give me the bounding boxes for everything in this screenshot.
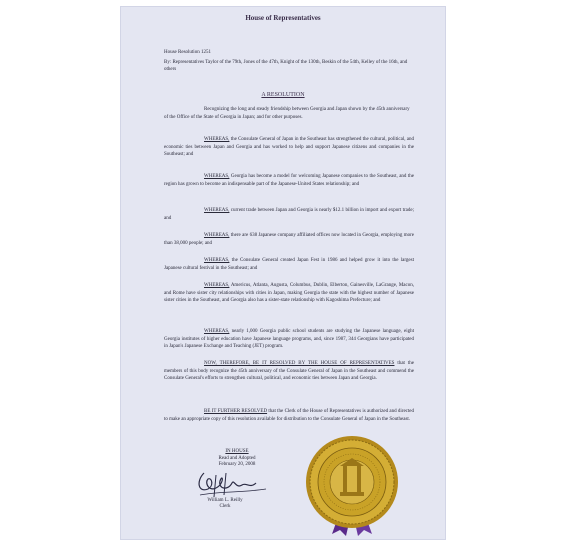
paragraph-lead: WHEREAS, [204, 208, 230, 213]
clerk-signature [190, 469, 270, 501]
signer-name: William L. Reilly [207, 498, 243, 503]
in-house-label: IN HOUSE [225, 449, 249, 454]
whereas-paragraph [164, 207, 414, 222]
paragraph-text: nearly 1,000 Georgia public school students are studying the Japanese language, eight Georgia institutes of higher education have Japanese language programs, and, since 1987, 344 Georgians have participated in Japan's Japanese Exchange and Teaching (JET) program. [164, 329, 414, 350]
resolution-number: House Resolution 1251 [164, 50, 211, 55]
adoption-block [202, 449, 272, 469]
paragraph-text: that the Clerk of the House of Representatives is authorized and directed to make an appropriate copy of this resolution available for distribution to the Consulate General of Japan in the Southeast. [164, 409, 415, 422]
paragraph-text: that the members of this body recognize the 45th anniversary of the Consulate General of Japan in the Southeast and commend the Consulate General's efforts to strengthen cultural, political, and economic ties between Japan and Georgia. [164, 361, 415, 382]
paragraph-text: there are 638 Japanese company affiliated offices now located in Georgia, employing more than 38,000 people; and [164, 233, 414, 246]
adoption-date: February 20, 2008 [218, 462, 256, 468]
document-header: House of Representatives [245, 14, 321, 22]
whereas-paragraph [164, 328, 414, 351]
whereas-paragraph [164, 282, 414, 305]
signer-block [190, 498, 260, 511]
paragraph-lead: WHEREAS, [204, 174, 230, 179]
resolved-paragraph [164, 360, 414, 383]
paragraph-lead: WHEREAS, [204, 283, 230, 288]
gold-seal-icon [302, 436, 402, 536]
resolution-title: A RESOLUTION [261, 92, 305, 98]
further-resolved-paragraph [164, 408, 414, 423]
purpose-paragraph: Recognizing the long and steady friendship between Georgia and Japan shown by the 45th anniversary of the Office of the State of Georgia in Japan; and for other purposes. [164, 107, 410, 120]
paragraph-lead: BE IT FURTHER RESOLVED [204, 409, 268, 414]
intro-block [164, 49, 414, 76]
paragraph-text: Americus, Atlanta, Augusta, Columbus, Dublin, Elberton, Gainesville, LaGrange, Macon, and Rome have sister city relationships with cities in Japan, making Georgia the state with the highest number of Japanese sister cities in the Southeast, and Georgia also has a sister-state relationship with Kagoshima Prefecture; and [164, 283, 414, 304]
paragraph-lead: WHEREAS, [204, 329, 230, 334]
whereas-paragraph [164, 136, 414, 159]
resolution-document [120, 6, 446, 540]
paragraph-text: the Consulate General created Japan Fest in 1986 and helped grow it into the largest Japanese cultural festival in the Southeast; and [164, 258, 414, 271]
paragraph-lead: WHEREAS, [204, 137, 230, 142]
sponsors-line: By: Representatives Taylor of the 79th, Jones of the 47th, Knight of the 130th, Beskin of the 54th, Kelley of the 16th, and others [164, 59, 408, 73]
whereas-paragraph [164, 257, 414, 272]
paragraph-lead: WHEREAS, [204, 258, 230, 263]
paragraph-lead: WHEREAS, [204, 233, 230, 238]
paragraph-lead: NOW, THEREFORE, BE IT RESOLVED BY THE HOUSE OF REPRESENTATIVES [204, 361, 395, 366]
whereas-paragraph [164, 232, 414, 247]
adoption-status: Read and Adopted [218, 455, 256, 461]
whereas-paragraph [164, 173, 414, 188]
paragraph-text: current trade between Japan and Georgia is nearly $12.1 billion in import and export trade; and [164, 208, 414, 221]
paragraph-text: Georgia has become a model for welcoming Japanese companies to the Southeast, and the region has grown to become an indispensable part of the Japanese-United States relationship; and [164, 174, 414, 187]
signer-title: Clerk [219, 504, 231, 510]
paragraph-text: the Consulate General of Japan in the Southeast has strengthened the cultural, political, and economic ties between Japan and Georgia and has worked to help and support Japanese citizens and companies in the Southeast; and [164, 137, 414, 158]
